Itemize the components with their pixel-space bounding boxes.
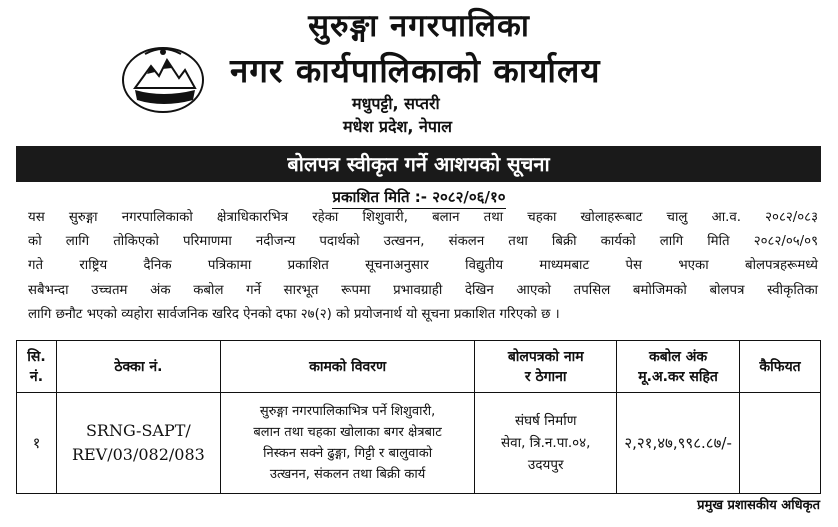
notice-title: बोलपत्र स्वीकृत गर्ने आशयको सूचना [16, 146, 821, 182]
cell-amount: २,२१,४७,९९८.८७/- [617, 393, 740, 494]
tender-table [16, 340, 821, 494]
signature: प्रमुख प्रशासकीय अधिकृत [697, 498, 820, 513]
header-work-desc: कामको विवरण [220, 341, 475, 393]
cell-bidder: संघर्ष निर्माण सेवा, त्रि.न.पा.०४, उदयपुर [475, 393, 617, 494]
header-remarks: कैफियत [740, 341, 821, 393]
published-label: प्रकाशित मिति :- [332, 188, 427, 206]
cell-work-desc: सुरुङ्गा नगरपालिकाभित्र पर्ने शिशुवारी, बलान तथा चहका खोलाका बगर क्षेत्रबाट निस्कन सक्ने ढुङ्गा, गिट्टी र बालुवाको उत्खनन, संकलन तथा बिक्री कार्य [220, 393, 475, 494]
table-row [17, 393, 821, 494]
cell-remarks [740, 393, 821, 494]
body-line: सबैभन्दा उच्चतम अंक कबोल गर्ने सारभूत रूपमा प्रभावग्राही देखिन आएको तपसिल बमोजिमको बोलपत्र स्वीकृतिका [28, 282, 818, 298]
header-amount: कबोल अंक मू.अ.कर सहित [617, 341, 740, 393]
body-line: गते राष्ट्रिय दैनिक पत्रिकामा प्रकाशित सूचनाअनुसार विद्युतीय माध्यमबाट पेस भएका बोलपत्रहरूमध्ये [28, 258, 818, 274]
header-sn: सि. नं. [17, 341, 57, 393]
address-line-2: मधेश प्रदेश, नेपाल [343, 117, 452, 136]
body-line: यस सुरुङ्गा नगरपालिकाको क्षेत्राधिकारभित्र रहेका शिशुवारी, बलान तथा चहका खोलाहरूबाट चालु आ.व. २०८२/०८३ [28, 210, 818, 225]
body-line: लागि छनौट भएको व्यहोरा सार्वजनिक खरिद ऐनको दफा २७(२) को प्रयोजनार्थ यो सूचना प्रकाशित गरिएको छ । [28, 306, 560, 322]
cell-contract-no: SRNG-SAPT/ REV/03/082/083 [56, 393, 220, 494]
body-line: को लागि तोकिएको परिमाणमा नदीजन्य पदार्थको उत्खनन, संकलन तथा बिक्री कार्यको लागि मिति २०८२/०५/०९ [28, 234, 818, 250]
nepal-emblem-icon [121, 44, 206, 114]
header-bidder: बोलपत्रको नाम र ठेगाना [475, 341, 617, 393]
address-line-1: मधुपट्टी, सप्तरी [352, 94, 440, 113]
municipality-name: सुरुङ्गा नगरपालिका [308, 8, 530, 44]
cell-sn: १ [17, 393, 57, 494]
published-date: २०८२/०६/१० [432, 188, 506, 206]
notice-body [28, 206, 818, 327]
header-contract-no: ठेक्का नं. [56, 341, 220, 393]
office-name: नगर कार्यपालिकाको कार्यालय [230, 51, 601, 90]
table-header-row [17, 341, 821, 393]
